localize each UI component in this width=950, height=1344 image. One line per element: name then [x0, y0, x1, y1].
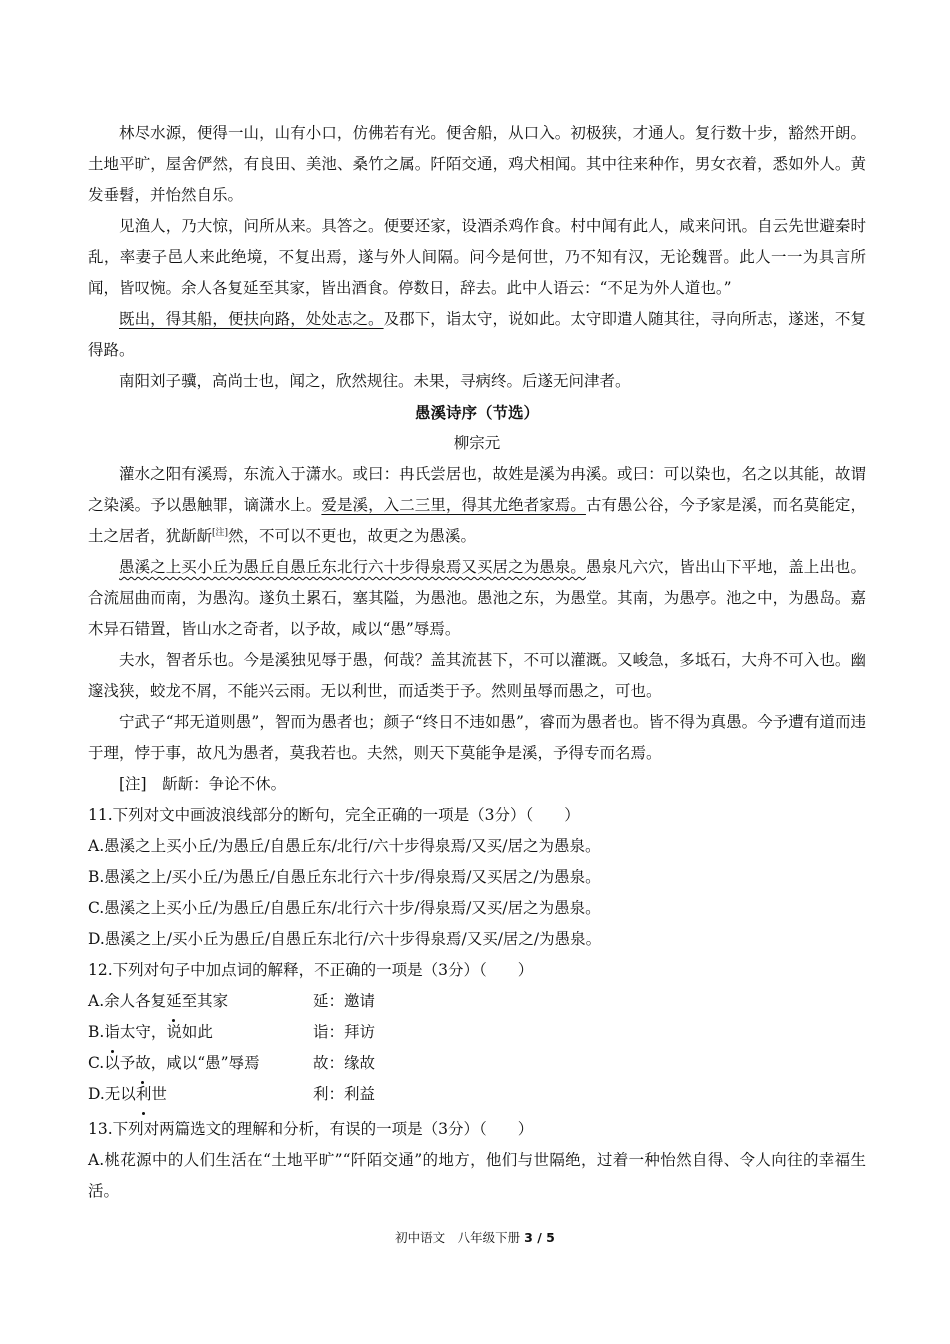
paragraph-text: 愚泉凡六穴，皆出山下平地，盖上出也。合流屈曲而南，为愚沟。遂负土累石，塞其隘，为愚池。愚池之东，为愚堂。其南，为愚亭。池之中，为愚岛。嘉木异石错置，皆山水之奇者，以予故，咸以“愚”辱焉。	[88, 558, 866, 638]
option-explanation: 利：利益	[313, 1085, 376, 1103]
dotted-word: 利	[136, 1079, 152, 1110]
text: A.余人各复	[88, 992, 167, 1010]
option-sentence	[88, 1079, 313, 1110]
option-sentence	[88, 986, 313, 1017]
question-13-option-a: A.桃花源中的人们生活在“土地平旷”“阡陌交通”的地方，他们与世隔绝，过着一种怡然自得、令人向往的幸福生活。	[88, 1151, 866, 1200]
text: C.以予	[88, 1054, 136, 1072]
option-explanation: 故：缘故	[313, 1054, 376, 1072]
text: D.无以	[88, 1085, 136, 1103]
paragraph-text: 古有愚公谷，今予家是溪，而名莫能定，土之居者，犹龂龂	[88, 496, 866, 545]
question-11-option-d: D.愚溪之上/买小丘为愚丘/自愚丘东北行/六十步得泉焉/又买/居之/为愚泉。	[88, 930, 602, 948]
paragraph-text: 然，不可以不更也，故更之为愚溪。	[228, 527, 477, 545]
passage2-title: 愚溪诗序（节选）	[414, 403, 539, 422]
passage1-paragraph-1: 林尽水源，便得一山，山有小口，仿佛若有光。便舍船，从口入。初极狭，才通人。复行数十步，豁然开朗。土地平旷，屋舍俨然，有良田、美池、桑竹之属。阡陌交通，鸡犬相闻。其中往来种作，男女衣着，悉如外人。黄发垂髫，并怡然自乐。	[88, 124, 866, 204]
option-explanation: 诣：拜访	[313, 1023, 376, 1041]
question-11-option-b: B.愚溪之上/买小丘/为愚丘/自愚丘东北行六十步/得泉焉/又买居之/为愚泉。	[88, 868, 601, 886]
footer-text: 初中语文 八年级下册	[395, 1230, 521, 1245]
option-sentence	[88, 1048, 313, 1079]
paragraph-text: 及郡下，诣太守，说如此。太守即遣人随其往，寻向所志，遂迷，不复得路。	[88, 310, 866, 359]
question-13-stem: 13.下列对两篇选文的理解和分析，有误的一项是（3分）（ ）	[88, 1120, 534, 1138]
passage1-paragraph-3	[88, 304, 866, 366]
page-footer	[0, 1228, 950, 1248]
dotted-word: 故	[135, 1048, 151, 1079]
dotted-word: 诣	[104, 1017, 120, 1048]
text: B.	[88, 1023, 105, 1041]
question-11-option-c: C.愚溪之上买小丘/为愚丘/自愚丘东/北行六十步/得泉焉/又买/居之为愚泉。	[88, 899, 601, 917]
question-11-stem: 11.下列对文中画波浪线部分的断句，完全正确的一项是（3分）（ ）	[88, 806, 580, 824]
text: 世	[151, 1085, 167, 1103]
passage2-author: 柳宗元	[453, 434, 501, 452]
question-12-option-b	[88, 1017, 866, 1048]
wavy-underlined-sentence: 愚溪之上买小丘为愚丘自愚丘东北行六十步得泉焉又买居之为愚泉。	[119, 558, 586, 576]
dotted-word: 延	[166, 986, 182, 1017]
note-marker: [注]	[212, 527, 229, 538]
question-12-option-d	[88, 1079, 866, 1110]
passage2-paragraph-1	[88, 459, 866, 552]
text: 至其家	[181, 992, 229, 1010]
passage2-paragraph-3: 夫水，智者乐也。今是溪独见辱于愚，何哉？盖其流甚下，不可以灌溉。又峻急，多坻石，大舟不可入也。幽邃浅狭，蛟龙不屑，不能兴云雨。无以利世，而适类于予。然则虽辱而愚之，可也。	[88, 651, 866, 700]
passage1-paragraph-2: 见渔人，乃大惊，问所从来。具答之。便要还家，设酒杀鸡作食。村中闻有此人，咸来问讯。自云先世避秦时乱，率妻子邑人来此绝境，不复出焉，遂与外人间隔。问今是何世，乃不知有汉，无论魏晋。此人一一为具言所闻，皆叹惋。余人各复延至其家，皆出酒食。停数日，辞去。此中人语云：“不足为外人道也。”	[88, 217, 866, 297]
passage2-note: [注] 龂龂：争论不休。	[119, 775, 287, 793]
underlined-sentence: 爱是溪，入二三里，得其尤绝者家焉。	[321, 496, 586, 514]
question-11-option-a: A.愚溪之上买小丘/为愚丘/自愚丘东/北行/六十步得泉焉/又买/居之为愚泉。	[88, 837, 601, 855]
page-number: 3 / 5	[524, 1230, 555, 1245]
paragraph-text: 灌水之阳有溪焉，东流入于潇水。或曰：冉氏尝居也，故姓是溪为冉溪。或曰：可以染也，名之以其能，故谓之染溪。予以愚触罪，谪潇水上。	[88, 465, 866, 514]
option-sentence	[88, 1017, 313, 1048]
question-12-option-a	[88, 986, 866, 1017]
option-explanation: 延：邀请	[313, 992, 376, 1010]
question-12-stem: 12.下列对句子中加点词的解释，不正确的一项是（3分）（ ）	[88, 961, 534, 979]
text: ，咸以“愚”辱焉	[150, 1054, 260, 1072]
passage1-paragraph-4: 南阳刘子骥，高尚士也，闻之，欣然规往。未果，寻病终。后遂无问津者。	[119, 372, 631, 390]
page-content	[88, 118, 866, 1207]
underlined-sentence: 既出，得其船，便扶向路，处处志之。	[119, 310, 384, 328]
text: 太守，说如此	[119, 1023, 213, 1041]
passage2-paragraph-4: 宁武子“邦无道则愚”，智而为愚者也；颜子“终日不违如愚”，睿而为愚者也。皆不得为真愚。今予遭有道而违于理，悖于事，故凡为愚者，莫我若也。夫然，则天下莫能争是溪，予得专而名焉。	[88, 713, 866, 762]
passage2-paragraph-2	[88, 552, 866, 645]
question-12-option-c	[88, 1048, 866, 1079]
